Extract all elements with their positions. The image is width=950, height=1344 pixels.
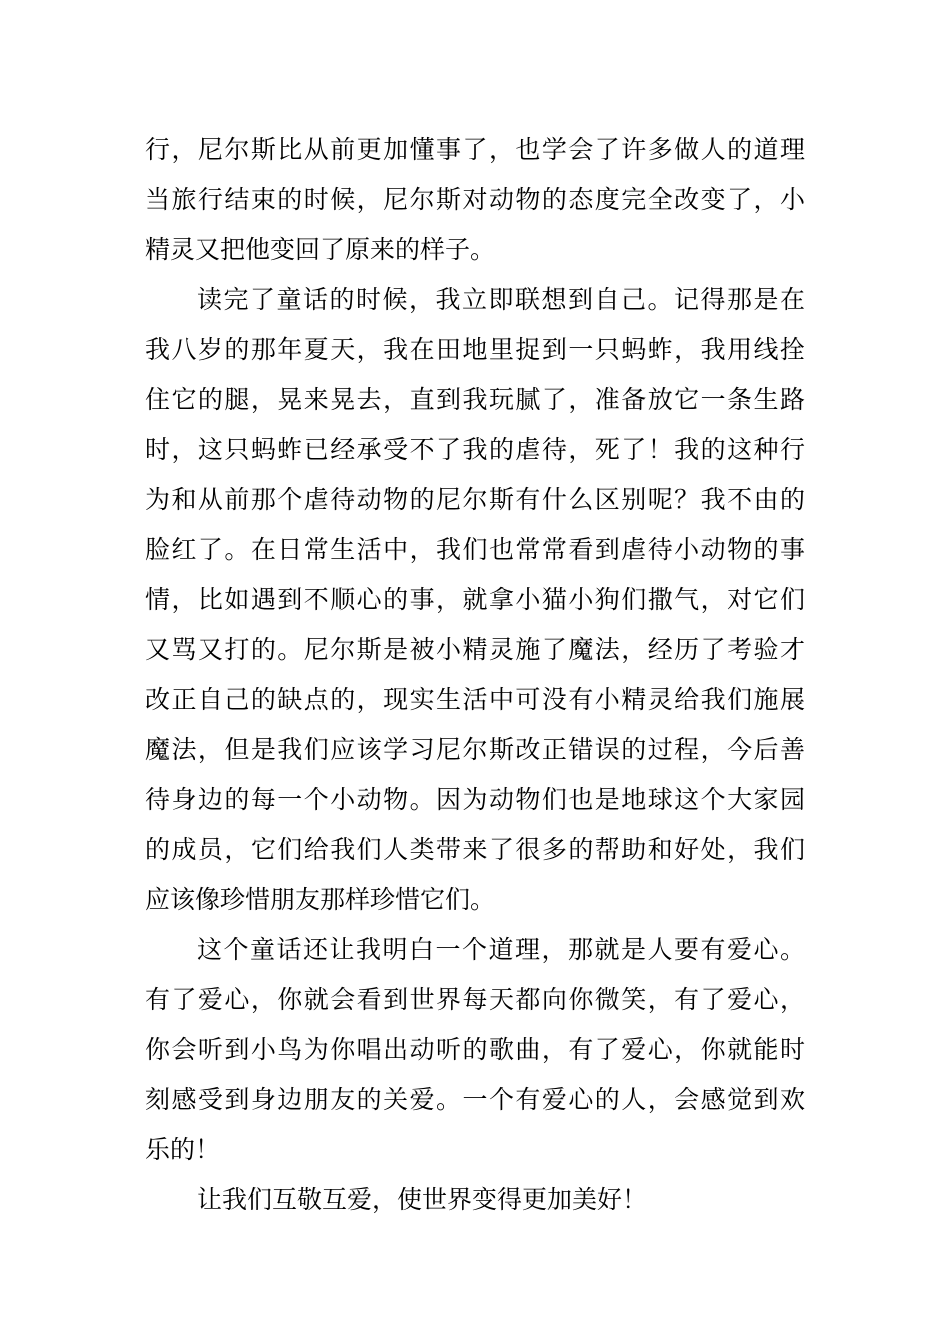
text-line: 为和从前那个虐待动物的尼尔斯有什么区别呢？我不由的 <box>145 485 805 514</box>
text-line: 我八岁的那年夏天，我在田地里捉到一只蚂蚱，我用线拴 <box>145 335 805 364</box>
text-line: 魔法，但是我们应该学习尼尔斯改正错误的过程，今后善 <box>145 735 805 764</box>
text-line: 脸红了。在日常生活中，我们也常常看到虐待小动物的事 <box>145 535 805 564</box>
text-line: 乐的！ <box>145 1135 221 1164</box>
text-line: 有了爱心，你就会看到世界每天都向你微笑，有了爱心， <box>145 985 805 1014</box>
text-line: 又骂又打的。尼尔斯是被小精灵施了魔法，经历了考验才 <box>145 635 805 664</box>
paragraph-start-line: 读完了童话的时候，我立即联想到自己。记得那是在 <box>197 285 805 314</box>
text-line: 住它的腿，晃来晃去，直到我玩腻了，准备放它一条生路 <box>145 385 805 414</box>
text-line: 的成员，它们给我们人类带来了很多的帮助和好处，我们 <box>145 835 805 864</box>
text-line: 当旅行结束的时候，尼尔斯对动物的态度完全改变了，小 <box>145 185 805 214</box>
text-line: 行，尼尔斯比从前更加懂事了，也学会了许多做人的道理 <box>145 135 805 164</box>
document-body <box>145 125 805 1225</box>
text-line: 情，比如遇到不顺心的事，就拿小猫小狗们撒气，对它们 <box>145 585 805 614</box>
paragraph-start-line: 让我们互敬互爱，使世界变得更加美好！ <box>197 1185 648 1214</box>
text-line: 待身边的每一个小动物。因为动物们也是地球这个大家园 <box>145 785 805 814</box>
paragraph-start-line: 这个童话还让我明白一个道理，那就是人要有爱心。 <box>197 935 805 964</box>
text-line: 应该像珍惜朋友那样珍惜它们。 <box>145 885 496 914</box>
text-line: 时，这只蚂蚱已经承受不了我的虐待，死了！我的这种行 <box>145 435 805 464</box>
text-line: 你会听到小鸟为你唱出动听的歌曲，有了爱心，你就能时 <box>145 1035 805 1064</box>
text-line: 改正自己的缺点的，现实生活中可没有小精灵给我们施展 <box>145 685 805 714</box>
text-line: 精灵又把他变回了原来的样子。 <box>145 235 496 264</box>
text-line: 刻感受到身边朋友的关爱。一个有爱心的人，会感觉到欢 <box>145 1085 805 1114</box>
